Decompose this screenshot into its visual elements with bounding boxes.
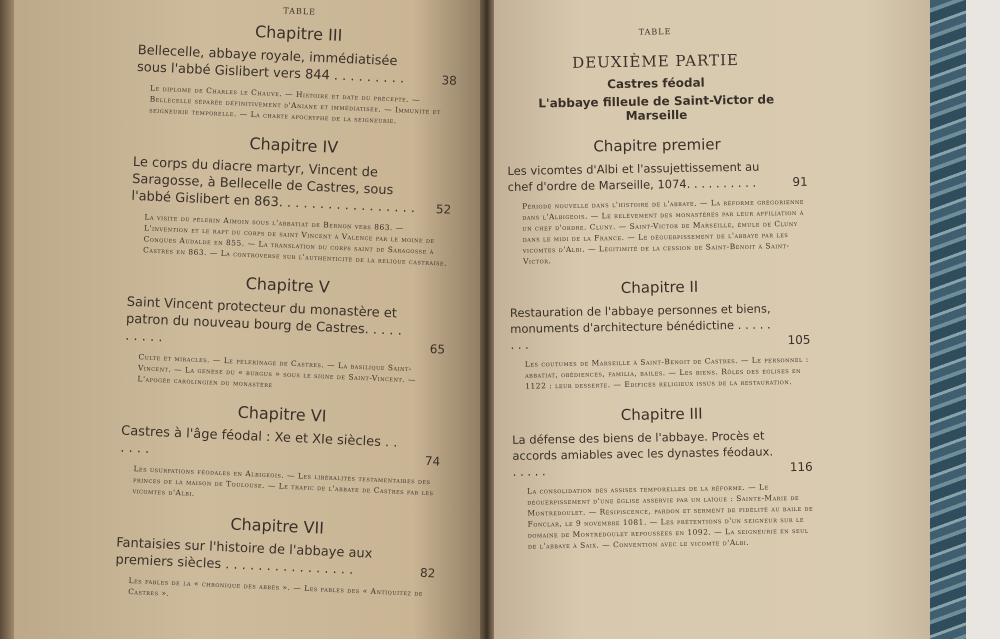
- chapter-title: [131, 154, 453, 219]
- toc-entry: [135, 17, 459, 129]
- page-number: 38: [441, 73, 458, 88]
- chapter-summary: Période nouvelle dans l'histoire de l'abbaye. — La réforme grégorienne dans l'Albigeois. — Le relèvement des monastères par leur affiliation à un chef d'ordre. Cluny. — Saint-Victor de Marseille, émule de Cluny dans le midi de la France. — Le déguerpissement de l'abbaye par les vicomtes d'Albi. — Légitimité de la cession de Saint-Benoit à Saint-Victor.: [521, 196, 805, 266]
- chapter-summary: La visite du pèlerin Aimoin sous l'abbatiat de Bernon vers 863. — L'invention et le rapt du corps de saint Vincent à Valence par le moine de Conques Audalde en 855. — La translation du corps saint de Saragosse à Castres en 863. — La controverse sur l'authenticité de la relique castraise.: [142, 212, 448, 268]
- chapter-title-text: Castres à l'âge féodal : Xe et XIe siècles . . . . . .: [120, 423, 398, 457]
- page-number: 52: [435, 202, 452, 217]
- chapter-title: [137, 42, 458, 90]
- left-page-content: [114, 0, 460, 610]
- chapter-summary: Le diplome de Charles le Chauve. — Histoire et date du précepte. — Bellecelle séparée définitivement d'Aniane et immédiatisée. — Immunité et seigneurie temporelle. — La charte apocryphe de la seigneurie.: [149, 83, 441, 126]
- book-edge: [0, 0, 14, 639]
- toc-entry: [129, 129, 454, 269]
- toc-entry: [512, 403, 814, 552]
- chapter-summary: Les usurpations féodales en Albigeois. — Les libéralités testamentaires des princes de la maison de Toulouse. — Le trafic de l'abbaye de Castres par les vicomtes d'Albi.: [132, 464, 434, 498]
- toc-entry: [123, 269, 448, 398]
- page-number: 91: [792, 174, 808, 190]
- part-heading: DEUXIÈME PARTIE: [572, 50, 740, 72]
- chapter-title: [507, 158, 808, 195]
- chapter-title: [510, 300, 811, 353]
- page-number: 105: [787, 332, 811, 348]
- chapter-title: [120, 423, 441, 471]
- page-number: 82: [419, 565, 436, 581]
- page-number: 74: [424, 453, 441, 469]
- chapter-title-text: Fantaisies sur l'histoire de l'abbaye aux premiers siècles . . . . . . . . . . . . . . . .: [115, 535, 373, 578]
- chapter-heading: Chapitre IV: [249, 133, 339, 157]
- chapter-title: [512, 427, 813, 480]
- toc-entry: [507, 134, 809, 267]
- part-subtitle: L'abbaye filleule de Saint-Victor de Marseille: [538, 92, 775, 123]
- chapter-heading: Chapitre VII: [230, 514, 325, 538]
- toc-entry: [118, 398, 442, 510]
- chapter-title: [115, 534, 436, 582]
- toc-entry: [509, 276, 811, 392]
- chapter-title-text: Bellecelle, abbaye royale, immédiatisée sous l'abbé Gislibert vers 844 . . . . . . . . .: [136, 42, 405, 87]
- chapter-summary: Culte et miracles. — Le pèlerinage de Castres. — La basilique Saint-Vincent. — La genèse du « burgus » sous le signe de Saint-Vincent. — L'apogée carolingien du monastère: [137, 352, 417, 390]
- page-number: 65: [429, 341, 446, 357]
- right-page-content: [505, 25, 814, 552]
- chapter-heading: Chapitre III: [620, 404, 703, 425]
- chapter-summary: La consolidation des assises temporelles de la réforme. — Le déguerpissement d'une église asservie par un laïque : Sainte-Marie de Montredoulet. — Résipiscence, pardon et serment de fidélité au baile de Fonclar, le 9 novembre 1081. — Les prétentions d'un seigneur sur le domaine de Montredoulet repoussées en 1092. — La seigneurie en seul de l'abbaye à Saix. — Convention avec le vicomte d'Albi.: [526, 482, 814, 551]
- chapter-title-text: Saint Vincent protecteur du monastère et patron du nouveau bourg de Castres. . . . . . . . . .: [124, 294, 403, 346]
- chapter-title: [125, 294, 447, 359]
- chapter-title-text: La défense des biens de l'abbaye. Procès et accords amiables avec les dynastes féodaux. . . . . .: [512, 428, 774, 479]
- marbled-cover: [930, 0, 966, 639]
- chapter-title-text: Le corps du diacre martyr, Vincent de Saragosse, à Bellecelle de Castres, sous l'abbé Gislibert en 863. . . . . . . . . . . . . . . . .: [131, 154, 416, 217]
- chapter-heading: Chapitre V: [245, 273, 331, 297]
- chapter-summary: Les fables de la « chronique des abbés ». — Les fables des « Antiquitez de Castres ».: [127, 576, 424, 598]
- book-gutter: [480, 0, 494, 639]
- chapter-heading: Chapitre premier: [593, 135, 721, 156]
- toc-entry: [114, 510, 437, 611]
- page-number: 116: [789, 459, 813, 475]
- running-head: TABLE: [638, 27, 672, 37]
- chapter-heading: Chapitre VI: [237, 402, 327, 426]
- chapter-summary: Les coutumes de Marseille à Saint-Benoit de Castres. — Le personnel : abbatiat, obédiences, familia, bailes. — Les biens. Rôles des églises en 1122 : leur desserte. — Edifices religieux issus de la restauration.: [524, 354, 809, 391]
- chapter-title-text: Les vicomtes d'Albi et l'assujettissement au chef d'ordre de Marseille, 1074. . . . . . . . . .: [507, 159, 760, 194]
- chapter-heading: Chapitre III: [254, 22, 343, 45]
- chapter-heading: Chapitre II: [620, 277, 699, 298]
- running-head: TABLE: [283, 6, 317, 17]
- chapter-title-text: Restauration de l'abbaye personnes et biens, monuments d'architecture bénédictine . . . . . . . .: [509, 301, 771, 352]
- part-title: Castres féodal: [607, 75, 705, 92]
